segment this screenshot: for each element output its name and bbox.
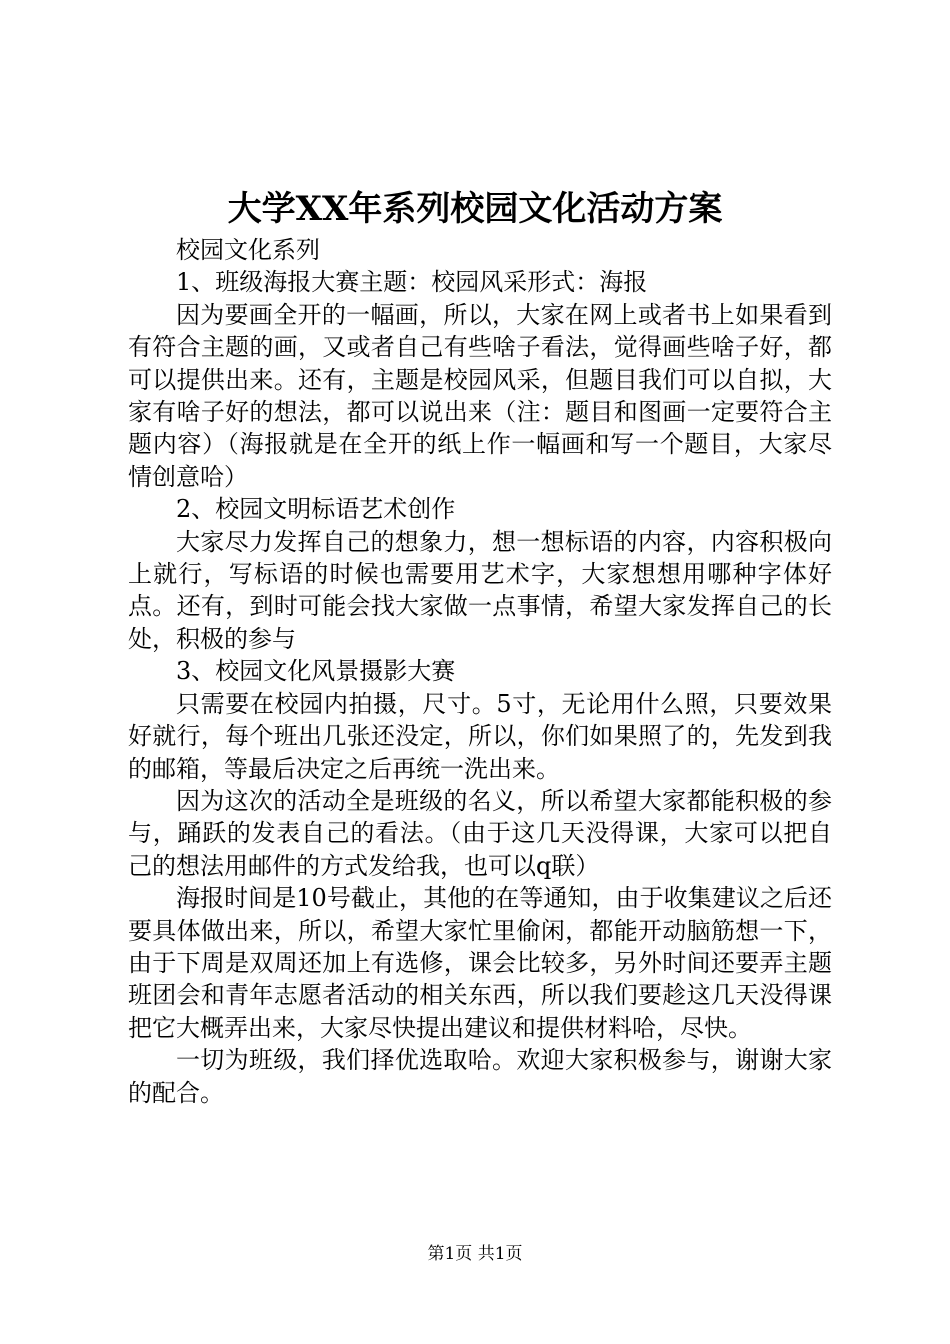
paragraph-item-3-heading: 3、校园文化风景摄影大赛: [176, 657, 456, 686]
paragraph-item-1-heading: 1、班级海报大赛主题：校园风采形式：海报: [176, 268, 648, 297]
paragraph-series-heading: 校园文化系列: [176, 236, 320, 264]
paragraph-item-2-heading: 2、校园文明标语艺术创作: [176, 495, 456, 524]
paragraph-item-1-body: 因为要画全开的一幅画，所以，大家在网上或者书上如果看到有符合主题的画，又或者自己有些啥子看法，觉得画些啥子好，都可以提供出来。还有，主题是校园风采，但题目我们可以自拟，大家有啥子好的想法，都可以说出来（注：题目和图画一定要符合主题内容）（海报就是在全开的纸上作一幅画和写一个题目，大家尽情创意哈）: [128, 300, 832, 491]
paragraph-item-3-body: 只需要在校园内拍摄，尺寸。5寸，无论用什么照，只要效果好就行，每个班出几张还没定，所以，你们如果照了的，先发到我的邮箱，等最后决定之后再统一洗出来。: [128, 689, 832, 783]
document-title: 大学XX年系列校园文化活动方案: [227, 189, 723, 229]
paragraph-participation: 因为这次的活动全是班级的名义，所以希望大家都能积极的参与，踊跃的发表自己的看法。（由于这几天没得课，大家可以把自己的想法用邮件的方式发给我，也可以q联）: [128, 786, 832, 880]
document-body: [128, 234, 832, 1109]
paragraph-deadline: 海报时间是10号截止，其他的在等通知，由于收集建议之后还要具体做出来，所以，希望大家忙里偷闲，都能开动脑筋想一下，由于下周是双周还加上有选修，课会比较多，另外时间还要弄主题班团会和青年志愿者活动的相关东西，所以我们要趁这几天没得课把它大概弄出来，大家尽快提出建议和提供材料哈，尽快。: [128, 884, 832, 1042]
paragraph-closing: 一切为班级，我们择优选取哈。欢迎大家积极参与，谢谢大家的配合。: [128, 1046, 832, 1107]
paragraph-item-2-body: 大家尽力发挥自己的想象力，想一想标语的内容，内容积极向上就行，写标语的时候也需要用艺术字，大家想想用哪种字体好点。还有，到时可能会找大家做一点事情，希望大家发挥自己的长处，积极的参与: [128, 527, 832, 653]
page-footer: 第1页 共1页: [427, 1244, 523, 1264]
